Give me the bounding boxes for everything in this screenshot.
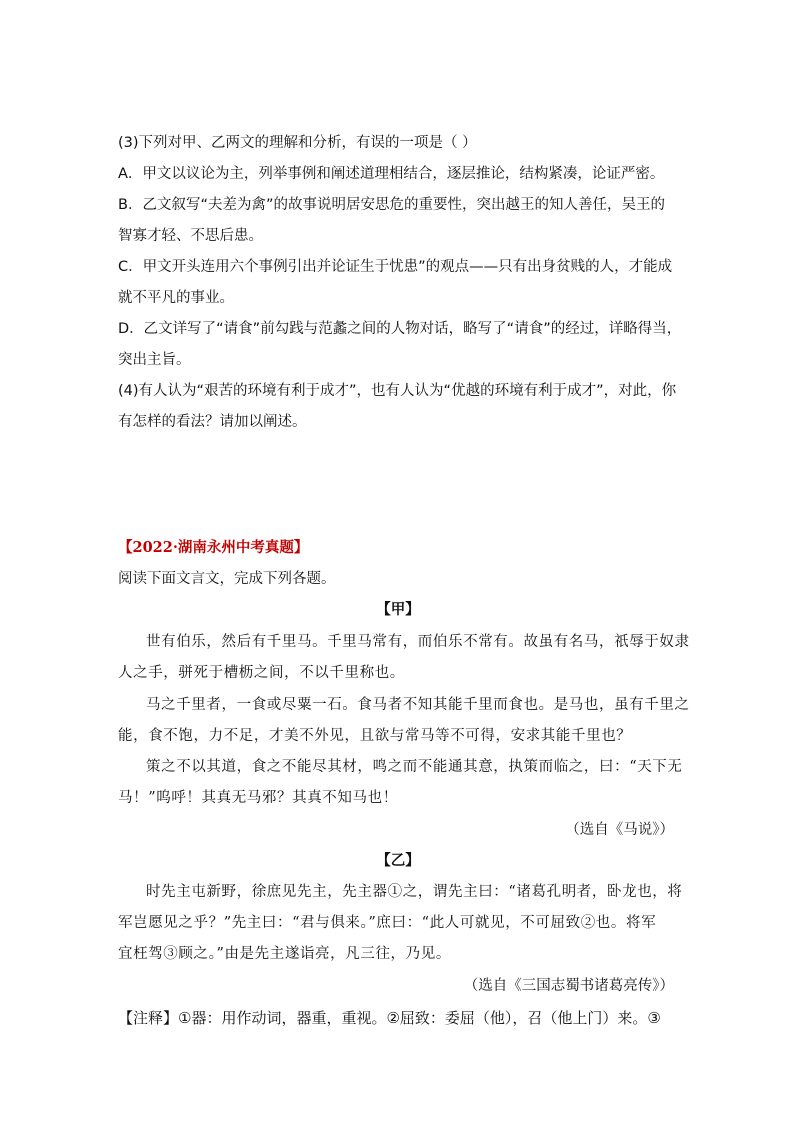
section-instruction: 阅读下面文言文，完成下列各题。 (118, 571, 336, 587)
q3-stem: (3)下列对甲、乙两文的理解和分析，有误的一项是（ ） (118, 135, 477, 151)
passage-jia-line: 世有伯乐，然后有千里马。千里马常有，而伯乐不常有。故虽有名马，祇辱于奴隶 (146, 634, 690, 650)
passage-jia-line: 能，食不饱，力不足，才美不外见，且欲与常马等不可得，安求其能千里也？ (118, 728, 632, 744)
q4-line2: 有怎样的看法？请加以阐述。 (118, 414, 307, 430)
passage-jia-heading: 【甲】 (376, 602, 420, 618)
q3-option-d-line2: 突出主旨。 (118, 352, 191, 368)
q3-option-c-line1: C．甲文开头连用六个事例引出并论证生于忧患”的观点——只有出身贫贱的人，才能成 (118, 259, 673, 275)
q3-option-c-line2: 就不平凡的事业。 (118, 290, 234, 306)
q3-option-b-line1: B．乙文叙写“夫差为禽”的故事说明居安思危的重要性，突出越王的知人善任，吴王的 (118, 197, 665, 213)
section-title: 【2022·湖南永州中考真题】 (118, 539, 309, 556)
notes-text: ①器：用作动词，器重，重视。②屈致：委屈（他），召（他上门）来。③ (178, 1009, 661, 1027)
passage-jia-line: 策之不以其道，食之不能尽其材，鸣之而不能通其意，执策而临之，曰：“天下无 (146, 759, 683, 775)
passage-jia-line: 马之千里者，一食或尽粟一石。食马者不知其能千里而食也。是马也，虽有千里之 (146, 697, 690, 713)
passage-jia-source: （选自《马说》） (565, 822, 674, 838)
notes-label: 【注释】 (118, 1009, 179, 1027)
q4-line1: (4)有人认为“艰苦的环境有利于成才”，也有人认为“优越的环境有利于成才”，对此，你 (118, 383, 677, 399)
q3-option-a: A．甲文以议论为主，列举事例和阐述道理相结合，逐层推论，结构紧凑，论证严密。 (118, 166, 665, 182)
passage-yi-heading: 【乙】 (376, 853, 420, 869)
passage-yi-line: 军岂愿见之乎？”先主曰：“君与俱来。”庶曰：“此人可就见，不可屈致②也。将军 (118, 915, 657, 931)
q3-option-d-line1: D．乙文详写了“请食”前勾践与范蠡之间的人物对话，略写了“请食”的经过，详略得当， (118, 321, 682, 337)
passage-jia-line: 马！”呜呼！其真无马邪？其真不知马也！ (118, 790, 398, 806)
passage-yi-line: 宜枉驾③顾之。”由是先主遂诣亮，凡三往，乃见。 (118, 946, 451, 962)
passage-yi-line: 时先主屯新野，徐庶见先主，先主器①之，谓先主曰：“诸葛孔明者，卧龙也，将 (146, 884, 683, 900)
passage-jia-line: 人之手，骈死于槽枥之间，不以千里称也。 (118, 665, 405, 681)
notes-line (118, 1008, 678, 1028)
passage-yi-source: （选自《三国志蜀书诸葛亮传》） (463, 978, 674, 994)
q3-option-b-line2: 智寡才轻、不思后患。 (118, 228, 263, 244)
